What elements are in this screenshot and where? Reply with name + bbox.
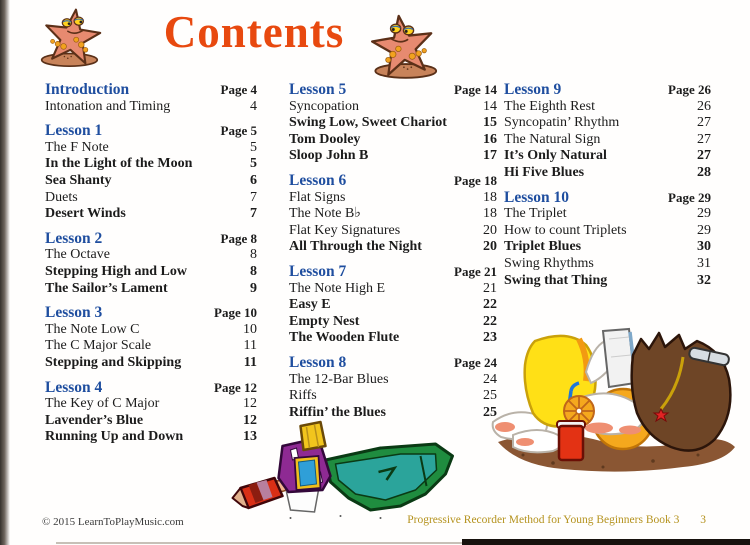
toc-item-page: 29 bbox=[697, 222, 711, 238]
toc-item-title: Stepping and Skipping bbox=[45, 354, 182, 370]
toc-section bbox=[504, 190, 711, 290]
toc-item-page: 25 bbox=[483, 388, 497, 404]
ink-speckles bbox=[290, 515, 382, 519]
toc-section-header bbox=[45, 305, 257, 322]
toc-item-page: 8 bbox=[250, 263, 257, 279]
toc-item-title: The Wooden Flute bbox=[289, 330, 400, 346]
toc-section-header bbox=[504, 190, 711, 207]
toc-section bbox=[289, 82, 497, 165]
toc-item bbox=[45, 264, 257, 281]
toc-item-page: 5 bbox=[250, 139, 257, 155]
toc-item-page: 20 bbox=[483, 239, 497, 255]
toc-item-page: 18 bbox=[483, 189, 497, 205]
toc-item-page: 18 bbox=[483, 206, 497, 222]
page-bottom-shadow bbox=[462, 539, 750, 545]
toc-column-1 bbox=[45, 82, 257, 454]
toc-item-page: 23 bbox=[483, 330, 497, 346]
toc-item-title: Flat Key Signatures bbox=[289, 222, 401, 238]
caped-crayon-illustration bbox=[228, 398, 473, 523]
toc-item bbox=[289, 239, 497, 256]
page-title: Contents bbox=[163, 7, 345, 57]
lesson-page-label: Page 21 bbox=[454, 263, 497, 279]
lesson-page-label: Page 10 bbox=[214, 305, 257, 321]
toc-item bbox=[289, 281, 497, 298]
toc-item-title: The Note Low C bbox=[45, 321, 140, 337]
lesson-page-label: Page 8 bbox=[220, 230, 257, 246]
toc-item-page: 20 bbox=[483, 222, 497, 238]
toc-item-title: Intonation and Timing bbox=[45, 98, 171, 114]
toc-item-page: 13 bbox=[243, 429, 257, 445]
red-crayon bbox=[233, 478, 283, 508]
lesson-heading: Introduction bbox=[45, 81, 130, 98]
toc-item-title: In the Light of the Moon bbox=[45, 156, 193, 172]
toc-item bbox=[45, 247, 257, 264]
toc-item-title: Running Up and Down bbox=[45, 429, 184, 445]
toc-item-title: Riffs bbox=[289, 388, 317, 404]
toc-item bbox=[289, 372, 497, 389]
toc-item-page: 27 bbox=[697, 115, 711, 131]
toc-item-title: Easy E bbox=[289, 297, 331, 313]
toc-item-page: 28 bbox=[697, 164, 711, 180]
toc-section bbox=[45, 123, 257, 223]
toc-item bbox=[289, 115, 497, 132]
toc-item bbox=[45, 173, 257, 190]
copyright-text: © 2015 LearnToPlayMusic.com bbox=[42, 516, 184, 528]
toc-item bbox=[45, 156, 257, 173]
lesson-heading: Lesson 1 bbox=[45, 122, 103, 140]
toc-item-page: 8 bbox=[250, 247, 257, 263]
toc-section-header bbox=[289, 173, 497, 190]
lesson-heading: Lesson 7 bbox=[289, 262, 347, 280]
lesson-page-label: Page 4 bbox=[220, 82, 257, 97]
toc-item-title: The Eighth Rest bbox=[504, 98, 595, 114]
toc-item-page: 31 bbox=[697, 255, 711, 271]
toc-item-title: All Through the Night bbox=[289, 239, 422, 255]
toc-section bbox=[504, 82, 711, 182]
toc-item-title: Swing that Thing bbox=[504, 272, 608, 288]
toc-item-page: 27 bbox=[697, 131, 711, 147]
toc-item bbox=[289, 297, 497, 314]
toc-item bbox=[45, 322, 257, 339]
toc-item-page: 12 bbox=[243, 396, 257, 412]
lesson-heading: Lesson 5 bbox=[289, 81, 347, 98]
beach-starfish-illustration bbox=[483, 327, 748, 507]
toc-section bbox=[289, 264, 497, 347]
toc-item-title: How to count Triplets bbox=[504, 222, 627, 238]
toc-item bbox=[45, 396, 257, 413]
toc-item bbox=[504, 223, 711, 240]
toc-item-page: 16 bbox=[483, 131, 497, 147]
toc-item-title: Flat Signs bbox=[289, 189, 346, 205]
toc-section bbox=[45, 380, 257, 446]
toc-item-title: The Natural Sign bbox=[504, 131, 601, 147]
toc-item-page: 11 bbox=[243, 338, 257, 354]
toc-item-title: Desert Winds bbox=[45, 206, 126, 222]
toc-item bbox=[45, 281, 257, 298]
toc-item-title: The Octave bbox=[45, 247, 110, 263]
toc-item-title: It’s Only Natural bbox=[504, 148, 607, 164]
toc-item bbox=[45, 206, 257, 223]
toc-section-header bbox=[289, 355, 497, 372]
toc-item-title: Empty Nest bbox=[289, 313, 360, 329]
toc-item-title: Sea Shanty bbox=[45, 172, 112, 188]
starfish-icon bbox=[24, 6, 120, 70]
toc-item bbox=[504, 115, 711, 132]
toc-item bbox=[289, 190, 497, 207]
toc-item bbox=[45, 99, 257, 116]
toc-section-header bbox=[45, 82, 257, 99]
toc-item-page: 32 bbox=[697, 272, 711, 288]
toc-item-title: Stepping High and Low bbox=[45, 263, 187, 279]
toc-item-title: Triplet Blues bbox=[504, 239, 582, 255]
toc-item bbox=[45, 338, 257, 355]
book-title-text: Progressive Recorder Method for Young Beginners Book 3 bbox=[407, 514, 680, 526]
toc-item bbox=[289, 314, 497, 331]
toc-item-title: Swing Low, Sweet Chariot bbox=[289, 115, 447, 131]
toc-item-page: 9 bbox=[250, 280, 257, 296]
lesson-page-label: Page 24 bbox=[454, 354, 497, 370]
toc-item-page: 15 bbox=[483, 115, 497, 131]
crayon-body bbox=[273, 422, 331, 512]
toc-item bbox=[45, 190, 257, 207]
toc-item bbox=[504, 148, 711, 165]
toc-item-page: 4 bbox=[250, 98, 257, 114]
toc-item bbox=[289, 132, 497, 149]
toc-item-page: 17 bbox=[483, 148, 497, 164]
toc-section-header bbox=[289, 264, 497, 281]
toc-item-title: Syncopatin’ Rhythm bbox=[504, 115, 620, 131]
lesson-heading: Lesson 3 bbox=[45, 304, 103, 322]
lesson-heading: Lesson 9 bbox=[504, 81, 562, 98]
toc-item bbox=[289, 148, 497, 165]
toc-item bbox=[504, 99, 711, 116]
lesson-page-label: Page 26 bbox=[668, 82, 711, 97]
toc-item-page: 24 bbox=[483, 371, 497, 387]
toc-section bbox=[45, 82, 257, 115]
toc-column-3 bbox=[504, 82, 711, 297]
toc-item bbox=[45, 429, 257, 446]
toc-item-page: 22 bbox=[483, 297, 497, 313]
toc-item bbox=[504, 273, 711, 290]
toc-item bbox=[289, 206, 497, 223]
toc-item-title: Syncopation bbox=[289, 98, 359, 114]
toc-item-page: 12 bbox=[243, 412, 257, 428]
toc-item-page: 27 bbox=[697, 148, 711, 164]
toc-item-title: The Triplet bbox=[504, 206, 567, 222]
toc-item bbox=[504, 239, 711, 256]
lesson-heading: Lesson 2 bbox=[45, 229, 103, 247]
toc-item-title: The 12-Bar Blues bbox=[289, 371, 389, 387]
toc-item bbox=[504, 132, 711, 149]
toc-item-page: 25 bbox=[483, 404, 497, 420]
toc-item-page: 7 bbox=[250, 189, 257, 205]
toc-item-title: Riffin’ the Blues bbox=[289, 404, 386, 420]
lesson-page-label: Page 18 bbox=[454, 172, 497, 188]
toc-section bbox=[45, 305, 257, 371]
toc-item-title: The Sailor’s Lament bbox=[45, 280, 168, 296]
toc-item bbox=[504, 165, 711, 182]
cape-shape bbox=[326, 444, 453, 510]
toc-section bbox=[45, 231, 257, 297]
lesson-heading: Lesson 4 bbox=[45, 378, 103, 396]
lesson-page-label: Page 29 bbox=[668, 189, 711, 205]
toc-item-page: 21 bbox=[483, 280, 497, 296]
lesson-page-label: Page 14 bbox=[454, 82, 497, 97]
toc-item-title: The Note B♭ bbox=[289, 206, 361, 222]
toc-item-title: The Note High E bbox=[289, 280, 386, 296]
toc-column-2 bbox=[289, 82, 497, 429]
toc-item-page: 14 bbox=[483, 98, 497, 114]
toc-item-page: 10 bbox=[243, 321, 257, 337]
lesson-page-label: Page 5 bbox=[220, 123, 257, 139]
toc-item bbox=[45, 413, 257, 430]
toc-item bbox=[289, 223, 497, 240]
toc-item bbox=[289, 99, 497, 116]
toc-item-page: 6 bbox=[250, 172, 257, 188]
toc-item-page: 5 bbox=[250, 156, 257, 172]
toc-item bbox=[45, 140, 257, 157]
toc-item bbox=[289, 330, 497, 347]
lesson-heading: Lesson 8 bbox=[289, 353, 347, 371]
toc-item-page: 30 bbox=[697, 239, 711, 255]
book-footer bbox=[407, 514, 706, 526]
toc-item-page: 29 bbox=[697, 206, 711, 222]
toc-section-header bbox=[45, 231, 257, 248]
starfish-icon bbox=[350, 12, 456, 82]
toc-item-title: Swing Rhythms bbox=[504, 255, 594, 271]
toc-section-header bbox=[289, 82, 497, 99]
toc-item bbox=[504, 256, 711, 273]
toc-item-page: 11 bbox=[243, 354, 257, 370]
toc-item-title: The F Note bbox=[45, 139, 109, 155]
toc-section-header bbox=[504, 82, 711, 99]
toc-item-title: Sloop John B bbox=[289, 148, 369, 164]
toc-section-header bbox=[45, 380, 257, 397]
page-number: 3 bbox=[700, 514, 706, 526]
toc-item-page: 26 bbox=[697, 98, 711, 114]
arm-and-book bbox=[586, 329, 636, 387]
page-edge-shadow bbox=[0, 0, 10, 545]
toc-section-header bbox=[45, 123, 257, 140]
toc-item bbox=[504, 206, 711, 223]
toc-item-page: 22 bbox=[483, 313, 497, 329]
page-bottom-edge bbox=[56, 542, 462, 544]
lesson-heading: Lesson 10 bbox=[504, 188, 570, 206]
toc-section bbox=[289, 173, 497, 256]
lesson-page-label: Page 12 bbox=[214, 379, 257, 395]
lesson-heading: Lesson 6 bbox=[289, 171, 347, 189]
toc-item-page: 7 bbox=[250, 206, 257, 222]
toc-item-title: Hi Five Blues bbox=[504, 164, 585, 180]
toc-item-title: The Key of C Major bbox=[45, 396, 160, 412]
toc-item-title: Duets bbox=[45, 189, 78, 205]
toc-item-title: Tom Dooley bbox=[289, 131, 361, 147]
toc-item bbox=[45, 355, 257, 372]
toc-item-title: The C Major Scale bbox=[45, 338, 152, 354]
toc-item-title: Lavender’s Blue bbox=[45, 412, 144, 428]
